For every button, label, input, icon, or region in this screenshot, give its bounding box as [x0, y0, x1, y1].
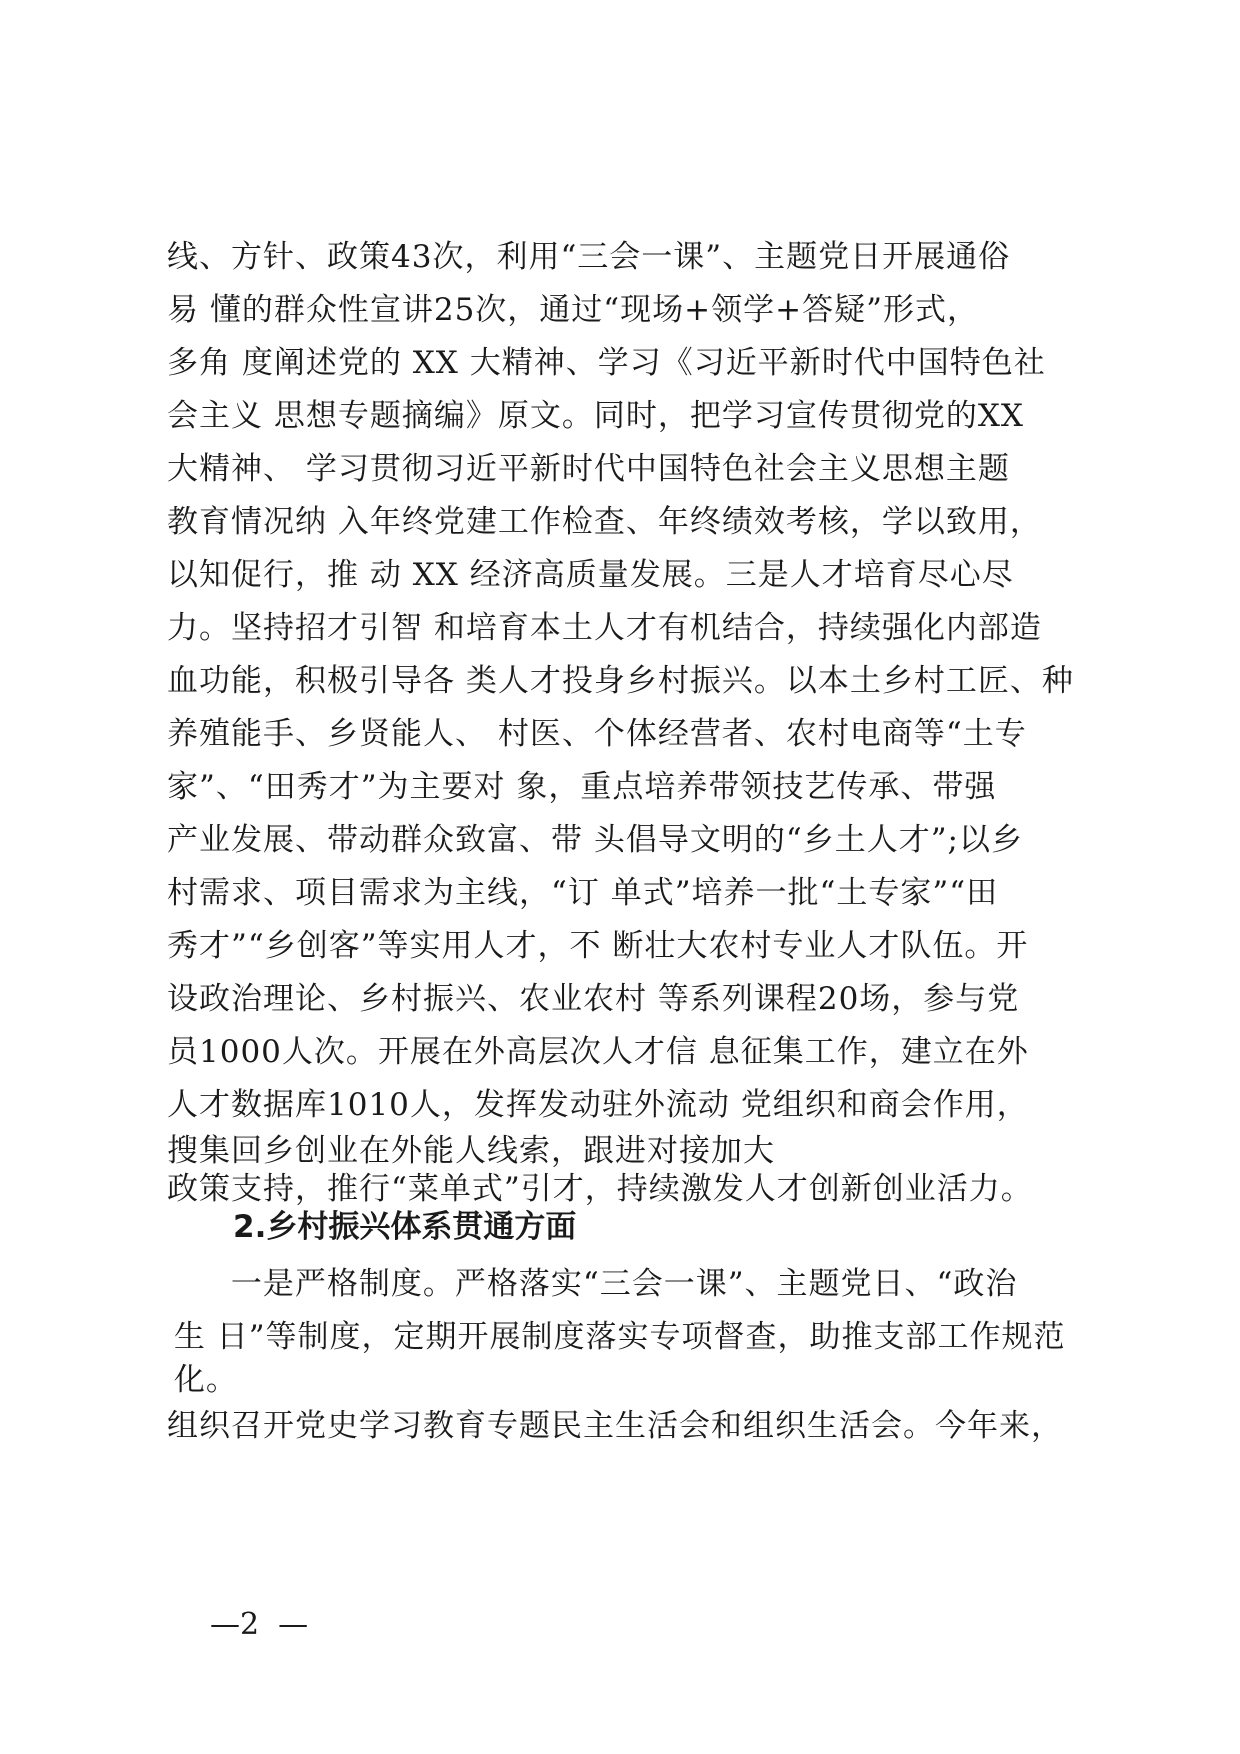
body-text-line: 多角 度阐述党的 XX 大精神、学习《习近平新时代中国特色社 — [167, 345, 1046, 381]
body-text-line: 血功能，积极引导各 类人才投身乡村振兴。以本土乡村工匠、种 — [167, 663, 1074, 699]
section-heading: 2.乡村振兴体系贯通方面 — [233, 1209, 577, 1245]
body-text-line: 养殖能手、乡贤能人、 村医、个体经营者、农村电商等“土专 — [167, 716, 1027, 752]
body-text-line: 秀才”“乡创客”等实用人才，不 断壮大农村专业人才队伍。开 — [167, 928, 1029, 964]
body-text-line: 力。坚持招才引智 和培育本土人才有机结合，持续强化内部造 — [167, 610, 1042, 646]
body-text-line: 一是严格制度。严格落实“三会一课”、主题党日、“政治 — [220, 1266, 1018, 1302]
body-text-line: 村需求、项目需求为主线，“订 单式”培养一批“土专家”“田 — [167, 875, 999, 911]
body-text-line: 组织召开党史学习教育专题民主生活会和组织生活会。今年来， — [167, 1408, 1063, 1444]
body-text-line: 大精神、 学习贯彻习近平新时代中国特色社会主义思想主题 — [167, 451, 1010, 487]
body-text-line: 教育情况纳 入年终党建工作检查、年终绩效考核，学以致用， — [167, 504, 1042, 540]
body-text-line: 政策支持，推行“菜单式”引才，持续激发人才创新创业活力。 — [167, 1171, 1033, 1207]
body-text-line: 化。 — [163, 1362, 238, 1398]
body-text-line: 员1000人次。开展在外高层次人才信 息征集工作，建立在外 — [167, 1034, 1029, 1070]
body-text-line: 家”、“田秀才”为主要对 象，重点培养带领技艺传承、带强 — [167, 769, 997, 805]
body-text-line: 线、方针、政策43次，利用“三会一课”、主题党日开展通俗 — [167, 239, 1011, 275]
body-text-line: 以知促行，推 动 XX 经济高质量发展。三是人才培育尽心尽 — [167, 557, 1014, 593]
body-text-line: 易 懂的群众性宣讲25次，通过“现场+领学+答疑”形式， — [167, 292, 979, 328]
page-number: —2 — — [210, 1607, 309, 1642]
body-text-line: 会主义 思想专题摘编》原文。同时，把学习宣传贯彻党的XX — [167, 398, 1024, 434]
body-text-line: 设政治理论、乡村振兴、农业农村 等系列课程20场，参与党 — [167, 981, 1020, 1017]
body-text-line: 人才数据库1010人，发挥发动驻外流动 党组织和商会作用， — [167, 1087, 1029, 1123]
body-text-line: 生 日”等制度，定期开展制度落实专项督查，助推支部工作规范 — [163, 1319, 1066, 1355]
body-text-line: 产业发展、带动群众致富、带 头倡导文明的“乡土人才”;以乡 — [167, 822, 1023, 858]
body-text-line: 搜集回乡创业在外能人线索，跟进对接加大 — [167, 1133, 775, 1169]
